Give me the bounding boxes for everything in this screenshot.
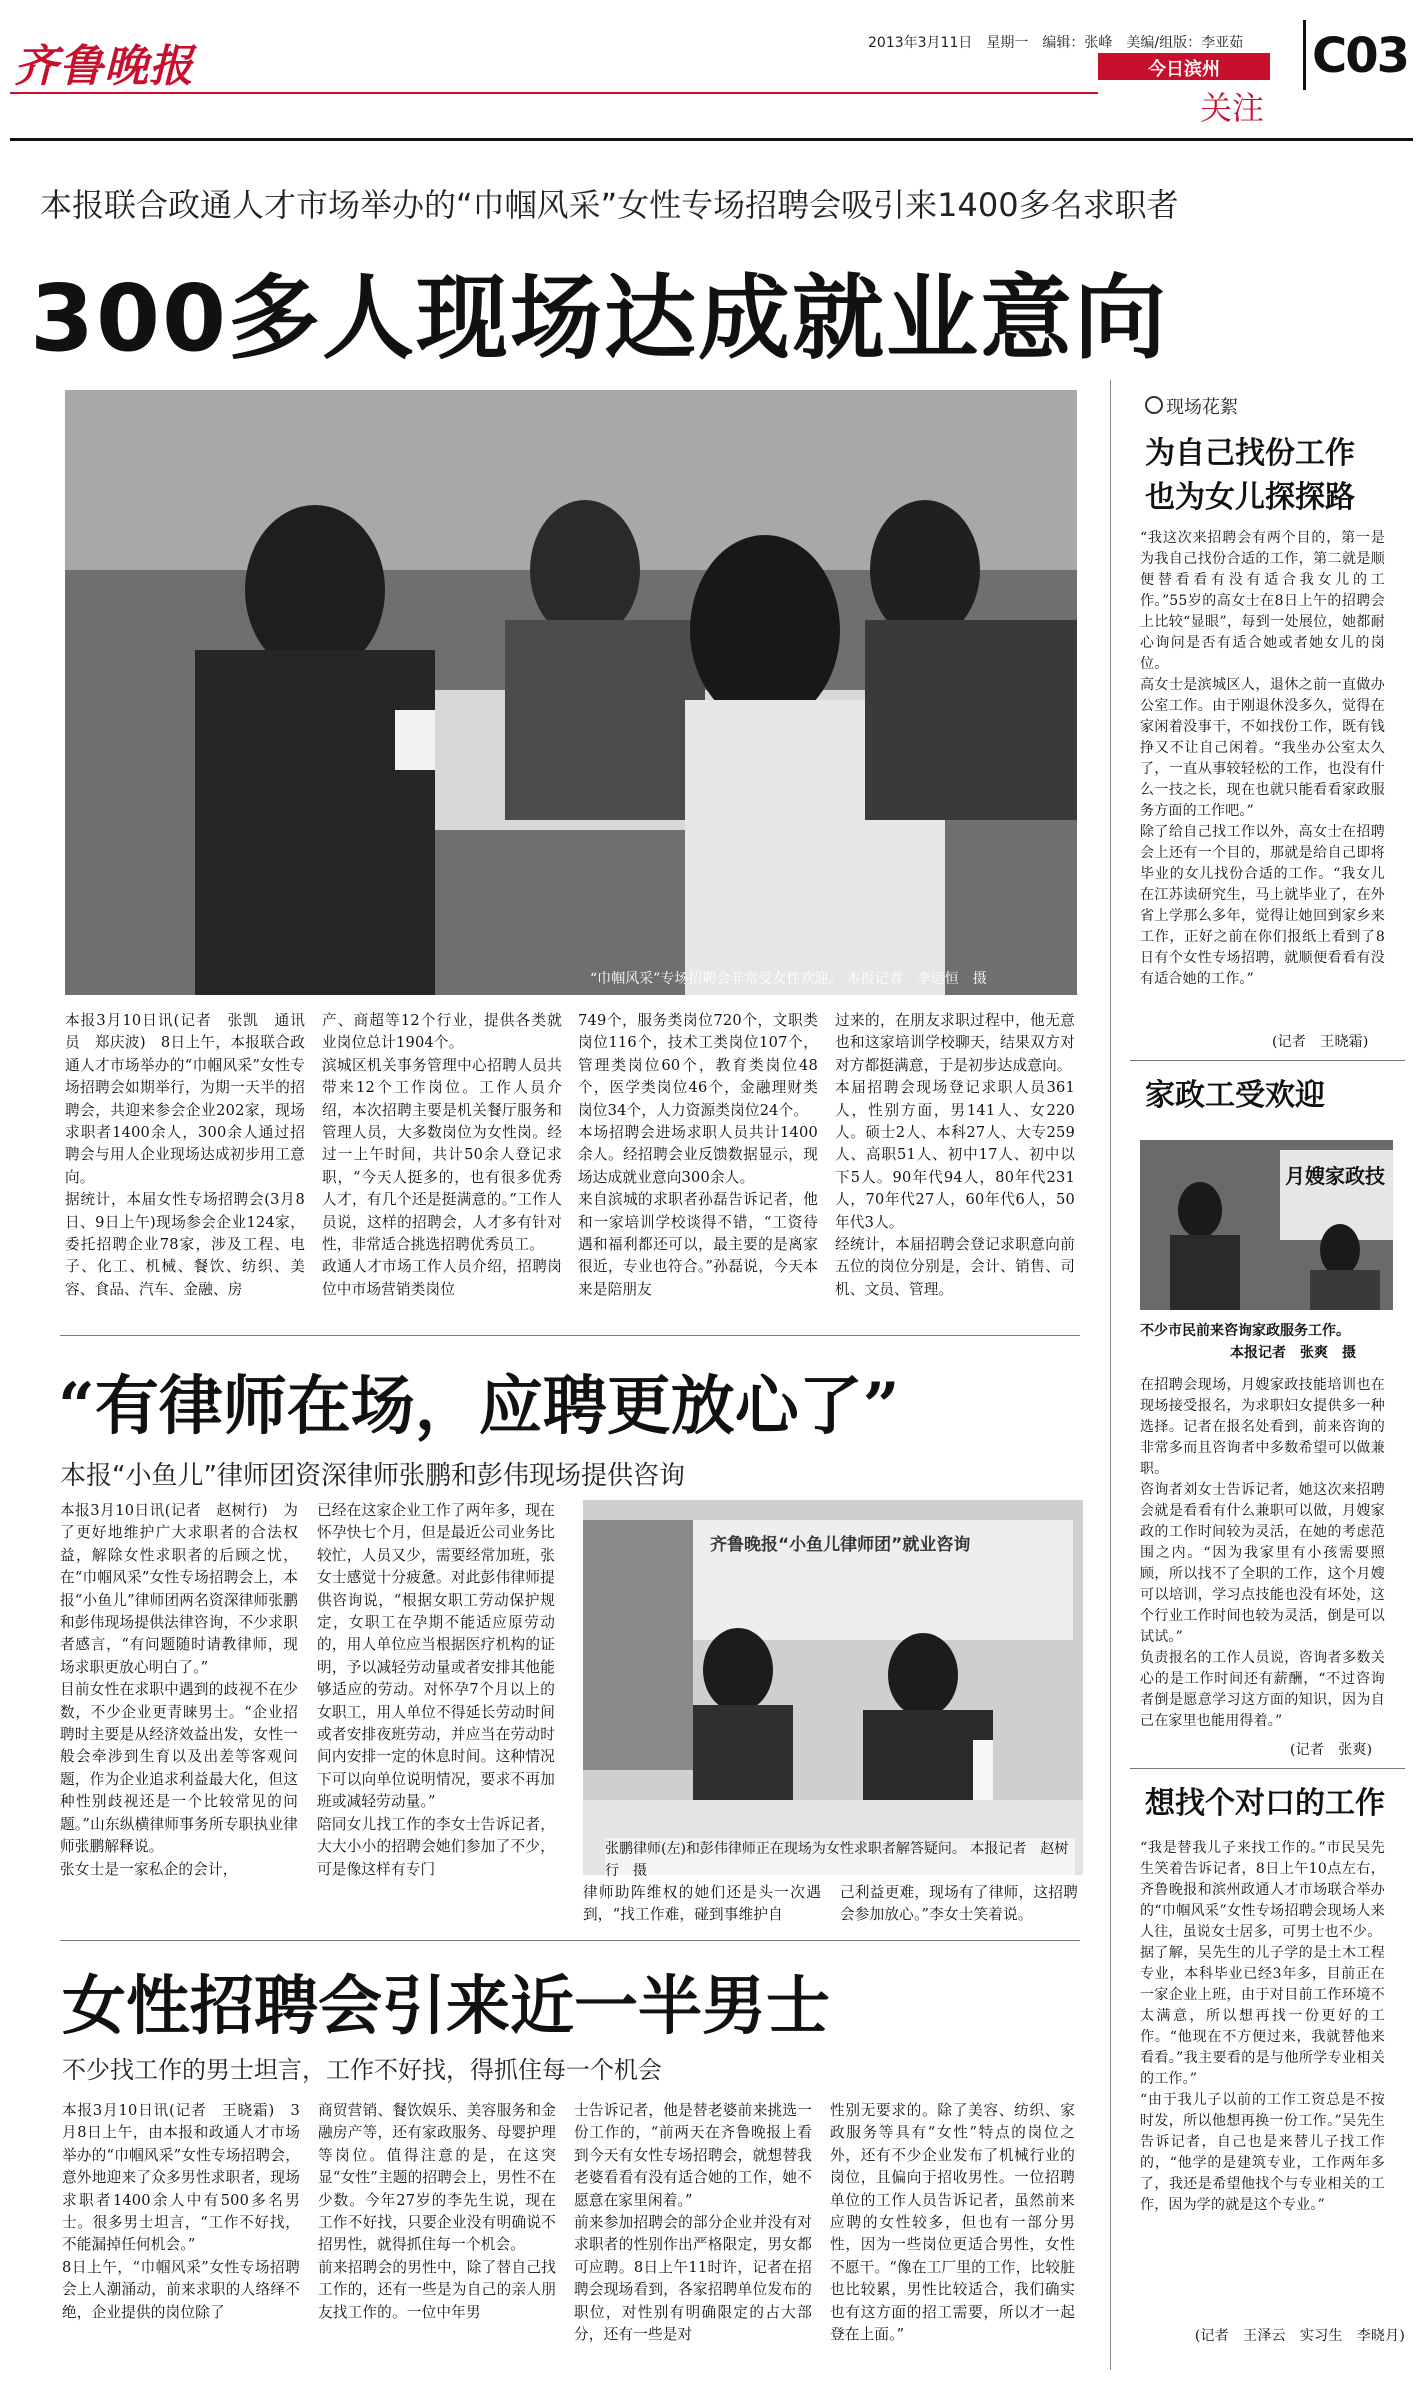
story1-column-4: 过来的，在朋友求职过程中，他无意也和这家培训学校聊天，结果双方对对方都挺满意，于是初步达成意向。 本届招聘会现场登记求职人员361人，性别方面，男141人、女220人。硕士2人、本科27人、大专259人、高职51人、初中17人、初中以下5人。90年代94人，80年代231人，70年代27人，60年代6人，50年代3人。 经统计，本届招聘会登记求职意向前五位的岗位分别是，会计、销售、司机、文员、管理。 bbox=[835, 1012, 1075, 1298]
story1-photo bbox=[65, 390, 1077, 995]
sidebar-item2-body: 在招聘会现场，月嫂家政技能培训也在现场接受报名，为求职妇女提供多一种选择。记者在报名处看到，前来咨询的非常多而且咨询者中多数希望可以做兼职。 咨询者刘女士告诉记者，她这次来招聘会就是看看有什么兼职可以做，月嫂家政的工作时间较为灵活，在她的考虑范围之内。“因为我家里有小孩需要照顾，所以找不了全职的工作，这个月嫂可以培训，学习点技能也没有坏处，这个行业工作时间也较为灵活，倒是可以试试。” 负责报名的工作人员说，咨询者多数关心的是工作时间还有薪酬，“不过咨询者倒是愿意学习这方面的知识，因为自己在家里也能用得着。” bbox=[1140, 1377, 1385, 1729]
story1-kicker: 本报联合政通人才市场举办的“巾帼风采”女性专场招聘会吸引来1400多名求职者 bbox=[40, 186, 1179, 224]
story2-column-3: 律师助阵维权的她们还是头一次遇到，“找工作难，碰到事维护自 bbox=[583, 1884, 821, 1924]
masthead-rule-2 bbox=[10, 138, 1413, 141]
page-number: C03 bbox=[1312, 28, 1409, 84]
sidebar-item3-title: 想找个对口的工作 bbox=[1145, 1786, 1385, 1821]
story2-column-2: 已经在这家企业工作了两年多，现在怀孕快七个月，但是最近公司业务比较忙，人员又少，需要经常加班，张女士感觉十分疲惫。对此彭伟律师提供咨询说，“根据女职工劳动保护规定，女职工在孕期不能适应原劳动的，用人单位应当根据医疗机构的证明，予以减轻劳动量或者安排其他能够适应的劳动。对怀孕7个月以上的女职工，用人单位不得延长劳动时间或者安排夜班劳动，并应当在劳动时间内安排一定的休息时间。这种情况下可以向单位说明情况，要求不再加班或减轻劳动量。” 陪同女儿找工作的李女士告诉记者，大大小小的招聘会她们参加了不少，可是像这样有专门 bbox=[317, 1502, 555, 1878]
sidebar-divider bbox=[1110, 380, 1111, 2370]
story1-column-1: 本报3月10日讯(记者 张凯 通讯员 郑庆波) 8日上午，本报联合政通人才市场举办的“巾帼风采”女性专场招聘会如期举行，为期一天半的招聘会，共迎来参会企业202家，现场求职者1400余人，300余人通过招聘会与用人企业现场达成初步用工意向。 据统计，本届女性专场招聘会(3月8日、9日上午)现场参会企业124家，委托招聘企业78家，涉及工程、电子、化工、机械、餐饮、纺织、美容、食品、汽车、金融、房 bbox=[65, 1012, 305, 1298]
date-line: 2013年3月11日 星期一 编辑：张峰 美编/组版：李亚茹 bbox=[868, 35, 1244, 51]
sidebar-item3-body: “我是替我儿子来找工作的。”市民吴先生笑着告诉记者，8日上午10点左右，齐鲁晚报和滨州政通人才市场联合举办的“巾帼风采”女性专场招聘会现场人来人往，虽说女士居多，可男士也不少。 据了解，吴先生的儿子学的是土木工程专业，本科毕业已经3年多，目前正在一家企业上班，由于对目前工作环境不太满意，所以想再找一份更好的工作。“他现在不方便过来，我就替他来看看。”我主要看的是与他所学专业相关的工作。” “由于我儿子以前的工作工资总是不按时发，所以他想再换一份工作。”吴先生告诉记者，自己也是来替儿子找工作的，“他学的是建筑专业，工作两年多了，我还是希望他找个与专业相关的工作，因为学的就是这个专业。” bbox=[1140, 1840, 1385, 2213]
sidebar-item1-byline: (记者 王晓霜) bbox=[1272, 1034, 1369, 1050]
story2-column-4: 己利益更难，现场有了律师，这招聘会参加放心。”李女士笑着说。 bbox=[840, 1884, 1078, 1924]
story2-headline: “有律师在场，应聘更放心了” bbox=[58, 1369, 900, 1444]
sidebar-item2-photo-credit: 本报记者 张爽 摄 bbox=[1230, 1345, 1356, 1361]
sidebar-item2-title: 家政工受欢迎 bbox=[1145, 1078, 1325, 1113]
sidebar-item2-byline: (记者 张爽) bbox=[1290, 1742, 1373, 1758]
sidebar-item1-body: “我这次来招聘会有两个目的，第一是为我自己找份合适的工作，第二就是顺便替看看有没有适合我女儿的工作。”55岁的高女士在8日上午的招聘会上比较“显眼”，每到一处展位，她都耐心询问是否有适合她或者她女儿的岗位。 高女士是滨城区人，退休之前一直做办公室工作。由于刚退休没多久，觉得在家闲着没事干，不如找份工作，既有钱挣又不让自己闲着。“我坐办公室太久了，一直从事较轻松的工作，也没有什么一技之长，现在也就只能看看家政服务方面的工作吧。” 除了给自己找工作以外，高女士在招聘会上还有一个目的，那就是给自己即将毕业的女儿找份合适的工作。“我女儿在江苏读研究生，马上就毕业了，在外省上学那么多年，觉得让她回到家乡来工作，正好之前在你们报纸上看到了8日有个女性专场招聘，就顺便看看有没有适合她的工作。” bbox=[1140, 530, 1385, 987]
sidebar-item3-byline: (记者 王泽云 实习生 李晓月) bbox=[1194, 2328, 1405, 2344]
story1-photo-caption: “巾帼风采”专场招聘会非常受女性欢迎。 本报记者 李运恒 摄 bbox=[590, 971, 987, 987]
story1-column-2: 产、商超等12个行业，提供各类就业岗位总计1904个。 滨城区机关事务管理中心招聘人员共带来12个工作岗位。工作人员介绍，本次招聘主要是机关餐厅服务和管理人员，大多数岗位为女性岗。经过一上午时间，共计50余人登记求职，“今天人挺多的，也有很多优秀人才，有几个还是挺满意的。”工作人员说，这样的招聘会，人才多有针对性，非常适合挑选招聘优秀员工。 政通人才市场工作人员介绍，招聘岗位中市场营销类岗位 bbox=[322, 1012, 562, 1298]
sidebar-item2-photo-caption: 不少市民前来咨询家政服务工作。 bbox=[1140, 1323, 1350, 1339]
story2-photo-banner: 齐鲁晚报“小鱼儿律师团”就业咨询 bbox=[710, 1535, 971, 1555]
flower-icon bbox=[1145, 396, 1163, 414]
masthead-rule bbox=[10, 92, 1098, 94]
paper-logo: 齐鲁晚报 bbox=[14, 41, 194, 92]
sidebar-section-label bbox=[1145, 393, 1238, 419]
story3-subhead: 不少找工作的男士坦言，工作不好找，得抓住每一个机会 bbox=[62, 2056, 662, 2084]
section-title: 关注 bbox=[1200, 89, 1265, 127]
section-tag: 今日滨州 bbox=[1148, 59, 1220, 80]
sidebar-item1-title-1: 为自己找份工作 bbox=[1145, 436, 1355, 471]
story2-photo bbox=[583, 1500, 1083, 1875]
story3-column-3: 士告诉记者，他是替老婆前来挑选一份工作的，“前两天在齐鲁晚报上看到今天有女性专场招聘会，就想替我老婆看看有没有适合她的工作，她不愿意在家里闲着。” 前来参加招聘会的部分企业并没有对求职者的性别作出严格限定，男女都可应聘。8日上午11时许，记者在招聘会现场看到，各家招聘单位发布的职位，对性别有明确限定的占大部分，还有一些是对 bbox=[574, 2102, 812, 2344]
sidebar-item1-title-2: 也为女儿探探路 bbox=[1145, 480, 1355, 515]
story2-rule bbox=[60, 1940, 1080, 1941]
story3-headline: 女性招聘会引来近一半男士 bbox=[62, 1970, 830, 2044]
lawyers-consulting-illustration bbox=[583, 1500, 1083, 1875]
story3-column-1: 本报3月10日讯(记者 王晓霜) 3月8日上午，由本报和政通人才市场举办的“巾帼风采”女性专场招聘会，意外地迎来了众多男性求职者，现场求职者1400余人中有500多名男士。很多男士坦言，“工作不好找，不能漏掉任何机会。” 8日上午，“巾帼风采”女性专场招聘会上人潮涌动，前来求职的人络绎不绝，企业提供的岗位除了 bbox=[62, 2102, 300, 2321]
story1-rule bbox=[60, 1335, 1080, 1336]
story1-headline: 300多人现场达成就业意向 bbox=[30, 265, 1169, 372]
story3-column-2: 商贸营销、餐饮娱乐、美容服务和金融房产等，还有家政服务、母婴护理等岗位。值得注意的是，在这突显“女性”主题的招聘会上，男性不在少数。今年27岁的李先生说，现在工作不好找，只要企业没有明确说不招男性，就得抓住每一个机会。 前来招聘会的男性中，除了替自己找工作的，还有一些是为自己的亲人朋友找工作的。一位中年男 bbox=[318, 2102, 556, 2321]
job-fair-crowd-illustration bbox=[65, 390, 1077, 995]
story3-column-4: 性别无要求的。除了美容、纺织、家政服务等具有“女性”特点的岗位之外，还有不少企业发布了机械行业的岗位，且偏向于招收男性。一位招聘单位的工作人员告诉记者，虽然前来应聘的女性较多，但也有一部分男性，因为一些岗位更适合男性，女性不愿干。“像在工厂里的工作，比较脏也比较累，男性比较适合，我们确实也有这方面的招工需要，所以才一起登在上面。” bbox=[830, 2102, 1075, 2344]
story2-subhead: 本报“小鱼儿”律师团资深律师张鹏和彭伟现场提供咨询 bbox=[60, 1461, 685, 1491]
sidebar-rule-2 bbox=[1130, 1768, 1405, 1769]
sidebar-rule-1 bbox=[1130, 1060, 1405, 1061]
story1-column-3: 749个，服务类岗位720个，文职类岗位116个，技术工类岗位107个，管理类岗位60个，教育类岗位48个，医学类岗位46个，金融理财类岗位34个，人力资源类岗位24个。 本场招聘会进场求职人员共计1400余人。经招聘会业反馈数据显示，现场达成就业意向300余人。 来自滨城的求职者孙磊告诉记者，他和一家培训学校谈得不错，“工资待遇和福利都还可以，最主要的是离家很近，专业也符合。”孙磊说，今天本来是陪朋友 bbox=[578, 1012, 818, 1298]
sidebar-item2-photo-banner: 月嫂家政技 bbox=[1285, 1164, 1385, 1188]
story2-photo-caption: 张鹏律师(左)和彭伟律师正在现场为女性求职者解答疑问。 本报记者 赵树行 摄 bbox=[605, 1838, 1075, 1882]
sidebar-label-text: 现场花絮 bbox=[1166, 397, 1238, 418]
story2-column-1: 本报3月10日讯(记者 赵树行) 为了更好地维护广大求职者的合法权益，解除女性求职者的后顾之忧，在“巾帼风采”女性专场招聘会上，本报“小鱼儿”律师团两名资深律师张鹏和彭伟现场提供法律咨询，不少求职者感言，“有问题随时请教律师，现场求职更放心明白了。” 目前女性在求职中遇到的歧视不在少数，不少企业更青睐男士。“企业招聘时主要是从经济效益出发，女性一般会牵涉到生育以及出差等客观问题，作为企业追求利益最大化，但这种性别歧视还是一个比较常见的问题。”山东纵横律师事务所专职执业律师张鹏解释说。 张女士是一家私企的会计， bbox=[60, 1502, 298, 1878]
